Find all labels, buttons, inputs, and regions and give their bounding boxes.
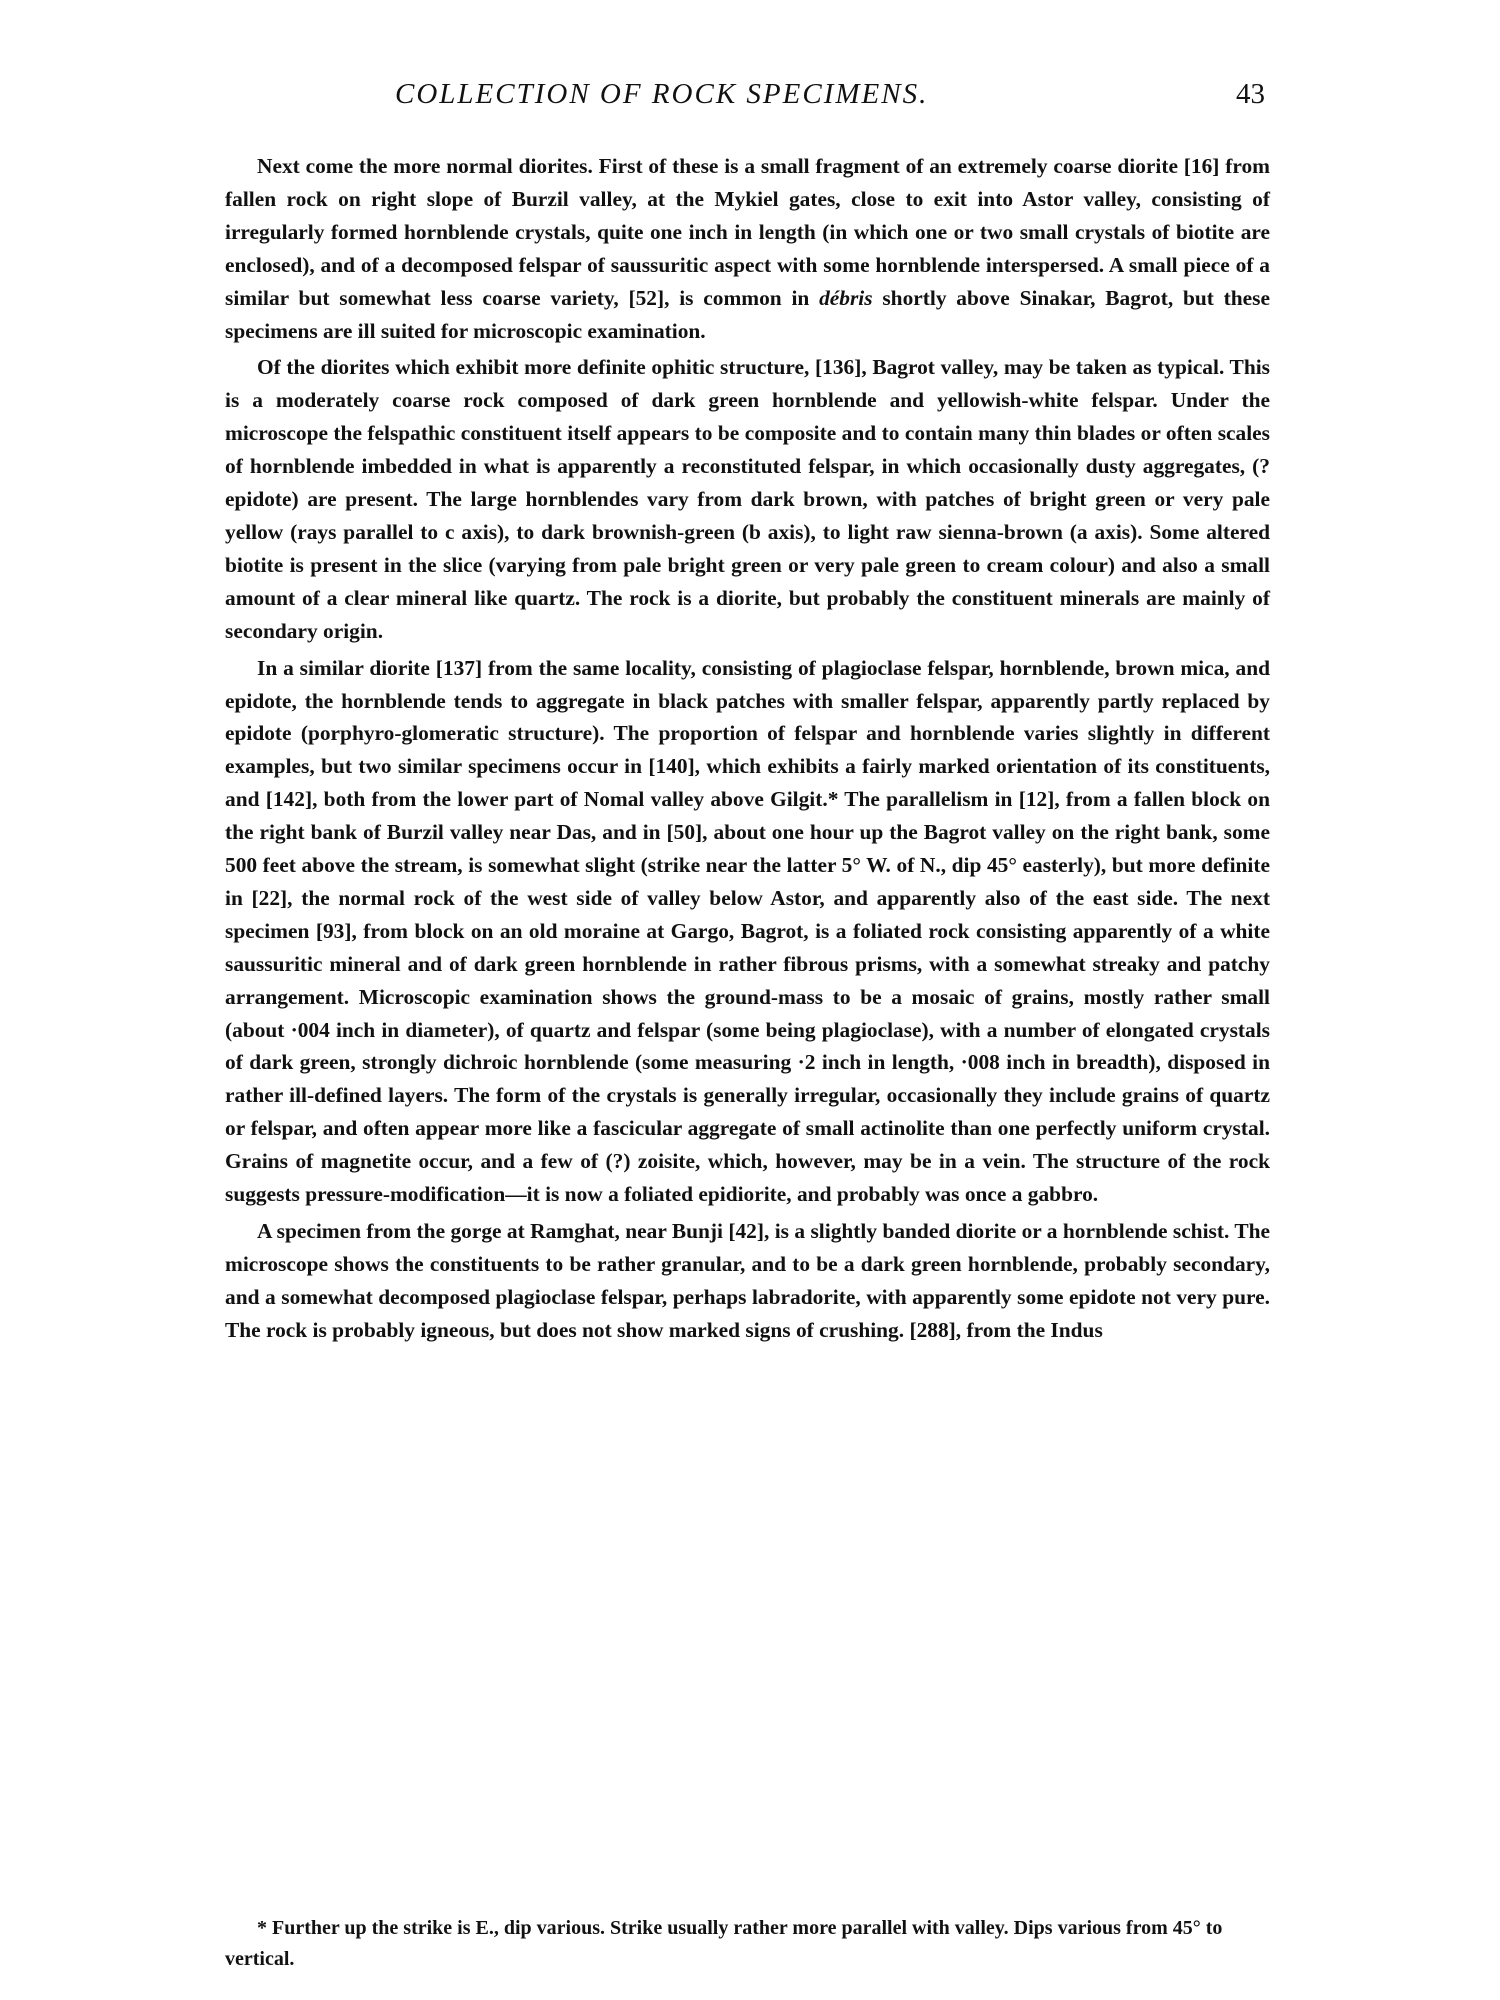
page-title: COLLECTION OF ROCK SPECIMENS. — [395, 78, 929, 110]
paragraph-ophitic-diorites: Of the diorites which exhibit more definite ophitic structure, [136], Bagrot valley, may be taken as typical. This is a moderately coarse rock composed of dark green hornblende and yellowish-white felspar. Under the microscope the felspathic constituent itself appears to be composite and to contain many thin blades or often scales of hornblende imbedded in what is apparently a reconstituted felspar, in which occasionally dusty aggregates, (? epidote) are present. The large hornblendes vary from dark brown, with patches of bright green or very pale yellow (rays parallel to c axis), to dark brownish-green (b axis), to light raw sienna-brown (a axis). Some altered biotite is present in the slice (varying from pale bright green or very pale green to cream colour) and also a small amount of a clear mineral like quartz. The rock is a diorite, but probably the constituent minerals are mainly of secondary origin. — [225, 355, 1270, 643]
footnote-text: * Further up the strike is E., dip various. Strike usually rather more parallel with valley. Dips various from 45° to vertical. — [225, 1917, 1223, 1970]
paragraph-ramghat-specimen: A specimen from the gorge at Ramghat, near Bunji [42], is a slightly banded diorite or a hornblende schist. The microscope shows the constituents to be rather granular, and to be a dark green hornblende, probably secondary, and a somewhat decomposed plagioclase felspar, perhaps labradorite, with apparently some epidote not very pure. The rock is probably igneous, but does not show marked signs of crushing. [288], from the Indus — [225, 1219, 1270, 1342]
footnote — [225, 1913, 1270, 1975]
italic-term: débris — [819, 285, 873, 310]
paragraph-text: Next come the more normal diorites. First of these is a small fragment of an extremely coarse diorite [16] from fallen rock on right slope of Burzil valley, at the Mykiel gates, close to exit into Astor valley, consisting of irregularly formed hornblende crystals, quite one inch in length (in which one or two small crystals of biotite are enclosed), and of a decomposed felspar of saussuritic aspect with some hornblende interspersed. A small piece of a similar but somewhat less coarse variety, [52], is common in — [225, 154, 1270, 310]
body-text — [225, 150, 1270, 1351]
paragraph-diorites-intro — [225, 150, 1270, 347]
page-number: 43 — [1236, 78, 1265, 110]
paragraph-text: shortly above Sinakar, Bagrot, but these specimens are ill suited for microscopic examination. — [225, 285, 1270, 343]
paragraph-similar-diorite: In a similar diorite [137] from the same locality, consisting of plagioclase felspar, hornblende, brown mica, and epidote, the hornblende tends to aggregate in black patches with smaller felspar, apparently partly replaced by epidote (porphyro-glomeratic structure). The proportion of felspar and hornblende varies slightly in different examples, but two similar specimens occur in [140], which exhibits a fairly marked orientation of its constituents, and [142], both from the lower part of Nomal valley above Gilgit.* The parallelism in [12], from a fallen block on the right bank of Burzil valley near Das, and in [50], about one hour up the Bagrot valley on the right bank, some 500 feet above the stream, is somewhat slight (strike near the latter 5° W. of N., dip 45° easterly), but more definite in [22], the normal rock of the west side of valley below Astor, and apparently also of the east side. The next specimen [93], from block on an old moraine at Gargo, Bagrot, is a foliated rock consisting apparently of a white saussuritic mineral and of dark green hornblende in rather fibrous prisms, with a somewhat streaky and patchy arrangement. Microscopic examination shows the ground-mass to be a mosaic of grains, mostly rather small (about ·004 inch in diameter), of quartz and felspar (some being plagioclase), with a number of elongated crystals of dark green, strongly dichroic hornblende (some measuring ·2 inch in length, ·008 inch in breadth), disposed in rather ill-defined layers. The form of the crystals is generally irregular, occasionally they include grains of quartz or felspar, and often appear more like a fascicular aggregate of small actinolite than one perfectly uniform crystal. Grains of magnetite occur, and a few of (?) zoisite, which, however, may be in a vein. The structure of the rock suggests pressure-modification—it is now a foliated epidiorite, and probably was once a gabbro. — [225, 655, 1270, 1207]
running-header — [255, 78, 1265, 118]
